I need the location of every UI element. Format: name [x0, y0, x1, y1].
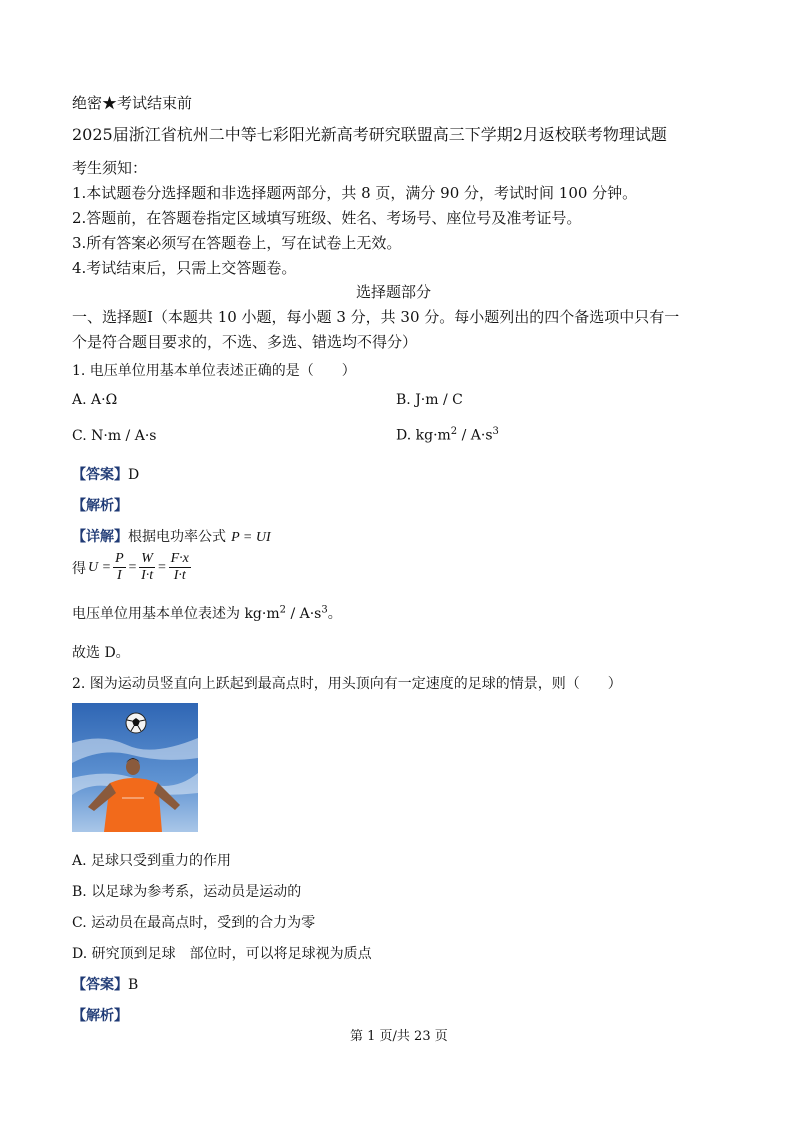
soccer-player-photo [72, 703, 198, 832]
q1-derivation: 得 U = $\frac{P}{I}$ = $\frac{W}{I\cdot t}$ = $\frac{F\cdot x}{I\cdot t}$ [72, 551, 189, 583]
q2-stem: 2. 图为运动员竖直向上跃起到最高点时，用头顶向有一定速度的足球的情景，则（ ） [72, 676, 622, 692]
q1-conclusion: 电压单位用基本单位表述为 $kg\cdot m^2 / A\cdot s^3$。 [72, 604, 342, 622]
instruction-item-4: 4.考试结束后，只需上交答题卷。 [72, 259, 297, 277]
instruction-item-1: 1.本试题卷分选择题和非选择题两部分，共 8 页，满分 90 分，考试时间 100 分钟。 [72, 184, 638, 202]
q2-answer: 【答案】B [72, 977, 139, 993]
q1-option-c: C. N·m / A·s [72, 428, 157, 444]
q1-option-b: B. J·m / C [396, 392, 463, 408]
section-title: 选择题部分 [356, 283, 432, 301]
q1-final: 故选 D。 [72, 645, 130, 661]
q1-analysis-label: 【解析】 [72, 498, 128, 514]
instruction-item-2: 2.答题前，在答题卷指定区域填写班级、姓名、考场号、座位号及准考证号。 [72, 209, 582, 227]
q2-analysis-label: 【解析】 [72, 1008, 128, 1024]
section-desc-line2: 个是符合题目要求的，不选、多选、错选均不得分） [72, 333, 418, 351]
exam-title: 2025届浙江省杭州二中等七彩阳光新高考研究联盟高三下学期2月返校联考物理试题 [72, 125, 667, 144]
q2-option-d: D. 研究顶到足球 部位时，可以将足球视为质点 [72, 946, 372, 962]
instruction-item-3: 3.所有答案必须写在答题卷上，写在试卷上无效。 [72, 234, 402, 252]
confidential-label: 绝密★考试结束前 [72, 94, 193, 112]
q1-option-a: A. A·Ω [72, 392, 118, 408]
q2-option-c: C. 运动员在最高点时，受到的合力为零 [72, 915, 316, 931]
q2-option-a: A. 足球只受到重力的作用 [72, 853, 232, 869]
q1-stem: 1. 电压单位用基本单位表述正确的是（ ） [72, 363, 356, 379]
q1-option-d: D. $kg\cdot m^2 / A\cdot s^3$ [396, 426, 499, 444]
q1-power-formula: P = UI [231, 530, 271, 545]
section-desc-line1: 一、选择题Ⅰ（本题共 10 小题，每小题 3 分，共 30 分。每小题列出的四个备选项中只有一 [72, 308, 680, 326]
instructions-heading: 考生须知： [72, 159, 148, 177]
page-number: 第 1 页/共 23 页 [350, 1029, 448, 1044]
q1-answer: 【答案】D [72, 467, 140, 483]
q1-detail: 【详解】根据电功率公式 P = UI [72, 529, 271, 545]
q2-option-b: B. 以足球为参考系，运动员是运动的 [72, 884, 302, 900]
